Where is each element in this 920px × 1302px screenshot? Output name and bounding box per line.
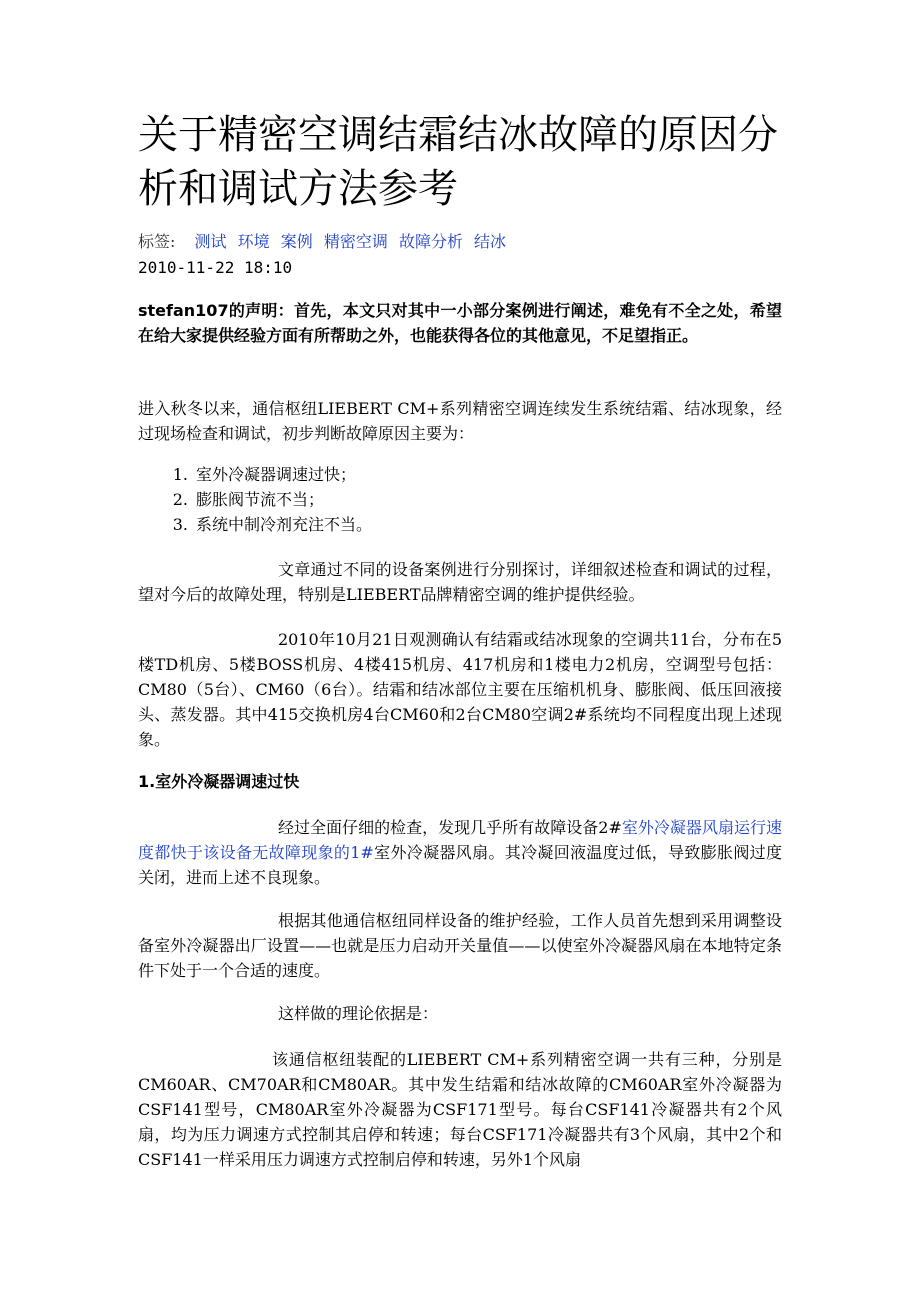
tag-link[interactable]: 精密空调	[323, 232, 388, 251]
author-statement: stefan107的声明：首先，本文只对其中一小部分案例进行阐述，难免有不全之处，希望在给大家提供经验方面有所帮助之外，也能获得各位的其他意见，不足望指正。	[138, 301, 782, 345]
paragraph: 2010年10月21日观测确认有结霜或结冰现象的空调共11台，分布在5楼TD机房、5楼BOSS机房、4楼415机房、417机房和1楼电力2机房，空调型号包括：CM80（5台）、CM60（6台）。结霜和结冰部位主要在压缩机机身、膨胀阀、低压回液接头、蒸发器。其中415交换机房4台CM60和2台CM80空调2#系统均不同程度出现上述现象。	[138, 630, 782, 749]
list-text: 系统中制冷剂充注不当。	[196, 515, 373, 534]
tags-label: 标签:	[138, 232, 176, 251]
paragraph: 根据其他通信枢纽同样设备的维护经验，工作人员首先想到采用调整设备室外冷凝器出厂设置——也就是压力启动开关量值——以使室外冷凝器风扇在本地特定条件下处于一个合适的速度。	[138, 911, 782, 980]
list-number: 2.	[172, 490, 188, 509]
list-number: 3.	[172, 515, 188, 534]
paragraph: 这样做的理论依据是：	[278, 1004, 439, 1023]
list-item	[138, 462, 782, 487]
paragraph: 文章通过不同的设备案例进行分别探讨，详细叙述检查和调试的过程，望对今后的故障处理，特别是LIEBERT品牌精密空调的维护提供经验。	[138, 560, 782, 604]
section-heading: 1.室外冷凝器调速过快	[138, 772, 300, 791]
list-text: 室外冷凝器调速过快；	[196, 465, 357, 484]
tag-link[interactable]: 故障分析	[398, 232, 463, 251]
tag-link[interactable]: 环境	[237, 232, 270, 251]
page-title: 关于精密空调结霜结冰故障的原因分析和调试方法参考	[138, 112, 778, 212]
list-item	[138, 512, 782, 537]
intro-paragraph: 进入秋冬以来，通信枢纽LIEBERT CM+系列精密空调连续发生系统结霜、结冰现象，经过现场检查和调试，初步判断故障原因主要为：	[138, 399, 782, 443]
list-text: 膨胀阀节流不当；	[196, 490, 325, 509]
paragraph-text: 经过全面仔细的检查，发现几乎所有故障设备2#	[278, 818, 622, 837]
paragraph-text: 室外冷凝器风扇。其冷凝回液温度过低，导致膨胀阀过度关闭，进而上述不良现象。	[138, 843, 782, 887]
tag-list	[138, 230, 512, 254]
paragraph: 该通信枢纽装配的LIEBERT CM+系列精密空调一共有三种，分别是CM60AR、CM70AR和CM80AR。其中发生结霜和结冰故障的CM60AR室外冷凝器为CSF141型号，CM80AR室外冷凝器为CSF171型号。每台CSF141冷凝器共有2个风扇，均为压力调速方式控制其启停和转速；每台CSF171冷凝器共有3个风扇，其中2个和CSF141一样采用压力调速方式控制启停和转速，另外1个风扇	[138, 1050, 782, 1169]
list-item	[138, 487, 782, 512]
paragraph	[138, 815, 782, 890]
tag-link[interactable]: 测试	[194, 232, 227, 251]
list-number: 1.	[172, 465, 188, 484]
highlighted-text: 室外冷凝器风扇运行速度都快于该设备无故障现象的1#	[138, 818, 782, 862]
cause-list	[138, 462, 782, 537]
tag-link[interactable]: 案例	[280, 232, 313, 251]
post-date: 2010-11-22 18:10	[138, 258, 293, 277]
tag-link[interactable]: 结冰	[474, 232, 507, 251]
